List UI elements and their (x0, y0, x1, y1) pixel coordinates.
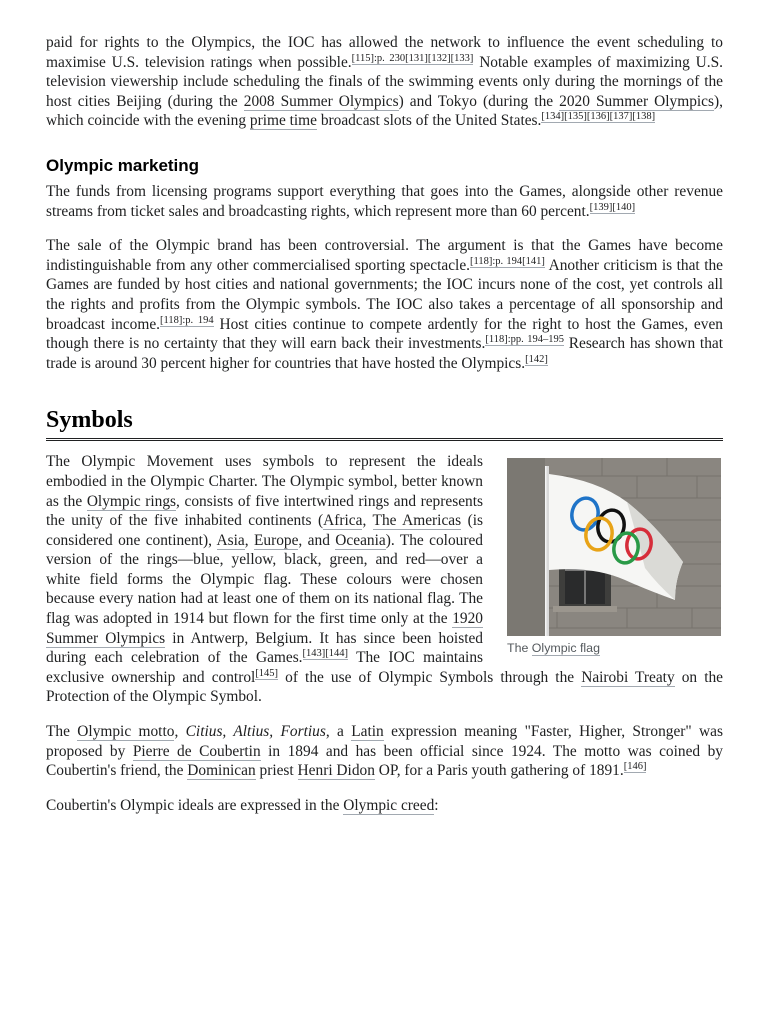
olympic-flag-figure (507, 458, 721, 656)
text: broadcast slots of the United States. (316, 112, 542, 130)
citation[interactable]: [118]:p. 194[141] (470, 255, 545, 267)
marketing-paragraph-2 (46, 236, 723, 373)
citation[interactable]: [134][135][136][137][138] (541, 111, 656, 123)
citation[interactable]: [143][144] (302, 648, 349, 660)
motto-text: Citius, Altius, Fortius (185, 723, 326, 741)
link-olympic-creed[interactable]: Olympic creed (343, 796, 435, 814)
text: Notable examples of maximizing U.S. television viewership include scheduling the finals of the swimming events only during the mornings of the host cities Beijing (during the (46, 53, 723, 110)
text: Another criticism is that the Games are funded by host cities and national governments; the IOC incurs none of the cost, yet controls all the rights and profits from the Olympic symbols. The IOC also takes a percentage of all sponsorship and broadcast income. (46, 256, 723, 333)
link-olympic-rings[interactable]: Olympic rings (86, 492, 177, 510)
figure-caption: The Olympic flag (507, 641, 600, 656)
link-dominican[interactable]: Dominican (187, 762, 256, 780)
text: , a (325, 723, 352, 741)
text: ). The coloured version of the rings—blue, yellow, black, green, and red—over a white field forms the Olympic flag. These colours were chosen because every nation had at least one of them on its national flag. The flag was adopted in 1914 but flown for the first time only at the (46, 531, 483, 628)
text: on the Protection of the Olympic Symbol. (46, 668, 723, 706)
text: : (434, 796, 439, 814)
link-africa[interactable]: Africa (323, 512, 363, 530)
link-pierre-de-coubertin[interactable]: Pierre de Coubertin (132, 742, 261, 760)
text: The funds from licensing programs support everything that goes into the Games, alongside other revenue streams from ticket sales and broadcasting rights, which represent more than 60 percent. (46, 182, 723, 220)
text: , consists of five intertwined rings and represents the unity of the five inhabited continents ( (46, 492, 483, 530)
link-nairobi-treaty[interactable]: Nairobi Treaty (581, 668, 675, 686)
link-2020-summer-olympics[interactable]: 2020 Summer Olympics (559, 92, 715, 110)
text: The Olympic Movement uses symbols to represent the ideals embodied in the Olympic Charter. The Olympic symbol, better known as the (46, 453, 483, 510)
citation[interactable]: [139][140] (589, 201, 636, 213)
citation[interactable]: [146] (623, 761, 647, 773)
text: (is considered one continent), (46, 512, 483, 549)
section-heading-symbols: Symbols (46, 406, 723, 441)
citation[interactable]: [118]:pp. 194–195 (485, 334, 565, 346)
text: The (46, 723, 78, 741)
text: , (362, 512, 373, 530)
text: , (244, 531, 254, 549)
citation[interactable]: [115]:p. 230[131][132][133] (351, 52, 474, 64)
text: paid for rights to the Olympics, the IOC has allowed the network to influence the event scheduling to maximise U.S. television ratings when possible. (46, 34, 723, 71)
link-europe[interactable]: Europe (253, 531, 299, 549)
article-content (46, 33, 723, 830)
link-prime-time[interactable]: prime time (249, 112, 317, 130)
broadcast-paragraph (46, 33, 723, 131)
symbols-paragraph-3 (46, 796, 723, 816)
link-henri-didon[interactable]: Henri Didon (297, 762, 375, 780)
text: , and (298, 531, 336, 549)
symbols-paragraph-2 (46, 722, 723, 781)
citation[interactable]: [145] (255, 667, 279, 679)
link-1920-summer-olympics[interactable]: 1920 Summer Olympics (46, 610, 483, 647)
citation[interactable]: [142] (525, 353, 548, 365)
section-heading-olympic-marketing: Olympic marketing (46, 155, 200, 175)
text: Research has shown that trade is around 30 percent higher for countries that have hosted the Olympics. (46, 335, 724, 372)
link-oceania[interactable]: Oceania (335, 531, 386, 549)
link-olympic-flag[interactable]: Olympic flag (531, 641, 600, 656)
text: in Antwerp, Belgium. It has since been hoisted during each celebration of the Games. (46, 629, 484, 667)
text: priest (255, 762, 298, 780)
text: ) and Tokyo (during the (398, 92, 560, 110)
text: , (174, 723, 186, 741)
text: The IOC maintains exclusive ownership and control (46, 649, 483, 686)
text: of the use of Olympic Symbols through the (278, 668, 582, 686)
text: ), which coincide with the evening (46, 92, 723, 130)
text: The sale of the Olympic brand has been controversial. The argument is that the Games have become indistinguishable from any other commercialised sporting spectacle. (46, 237, 723, 274)
text: in 1894 and has been official since 1924. The motto was coined by Coubertin's friend, the (46, 742, 723, 780)
link-olympic-motto[interactable]: Olympic motto (77, 723, 175, 741)
link-the-americas[interactable]: The Americas (372, 512, 462, 530)
text: OP, for a Paris youth gathering of 1891. (374, 762, 624, 780)
citation[interactable]: [118]:p. 194 (160, 314, 214, 326)
marketing-paragraph-1 (46, 182, 723, 221)
link-latin[interactable]: Latin (351, 723, 384, 741)
link-2008-summer-olympics[interactable]: 2008 Summer Olympics (243, 92, 399, 110)
text: Host cities continue to compete ardently for the right to host the Games, even though there is no certainty that they will earn back their investments. (46, 315, 723, 353)
text: expression meaning "Faster, Higher, Stronger" was proposed by (46, 723, 723, 760)
olympic-flag-image[interactable] (507, 458, 721, 636)
text: Coubertin's Olympic ideals are expressed in the (46, 796, 344, 814)
link-asia[interactable]: Asia (216, 531, 245, 549)
